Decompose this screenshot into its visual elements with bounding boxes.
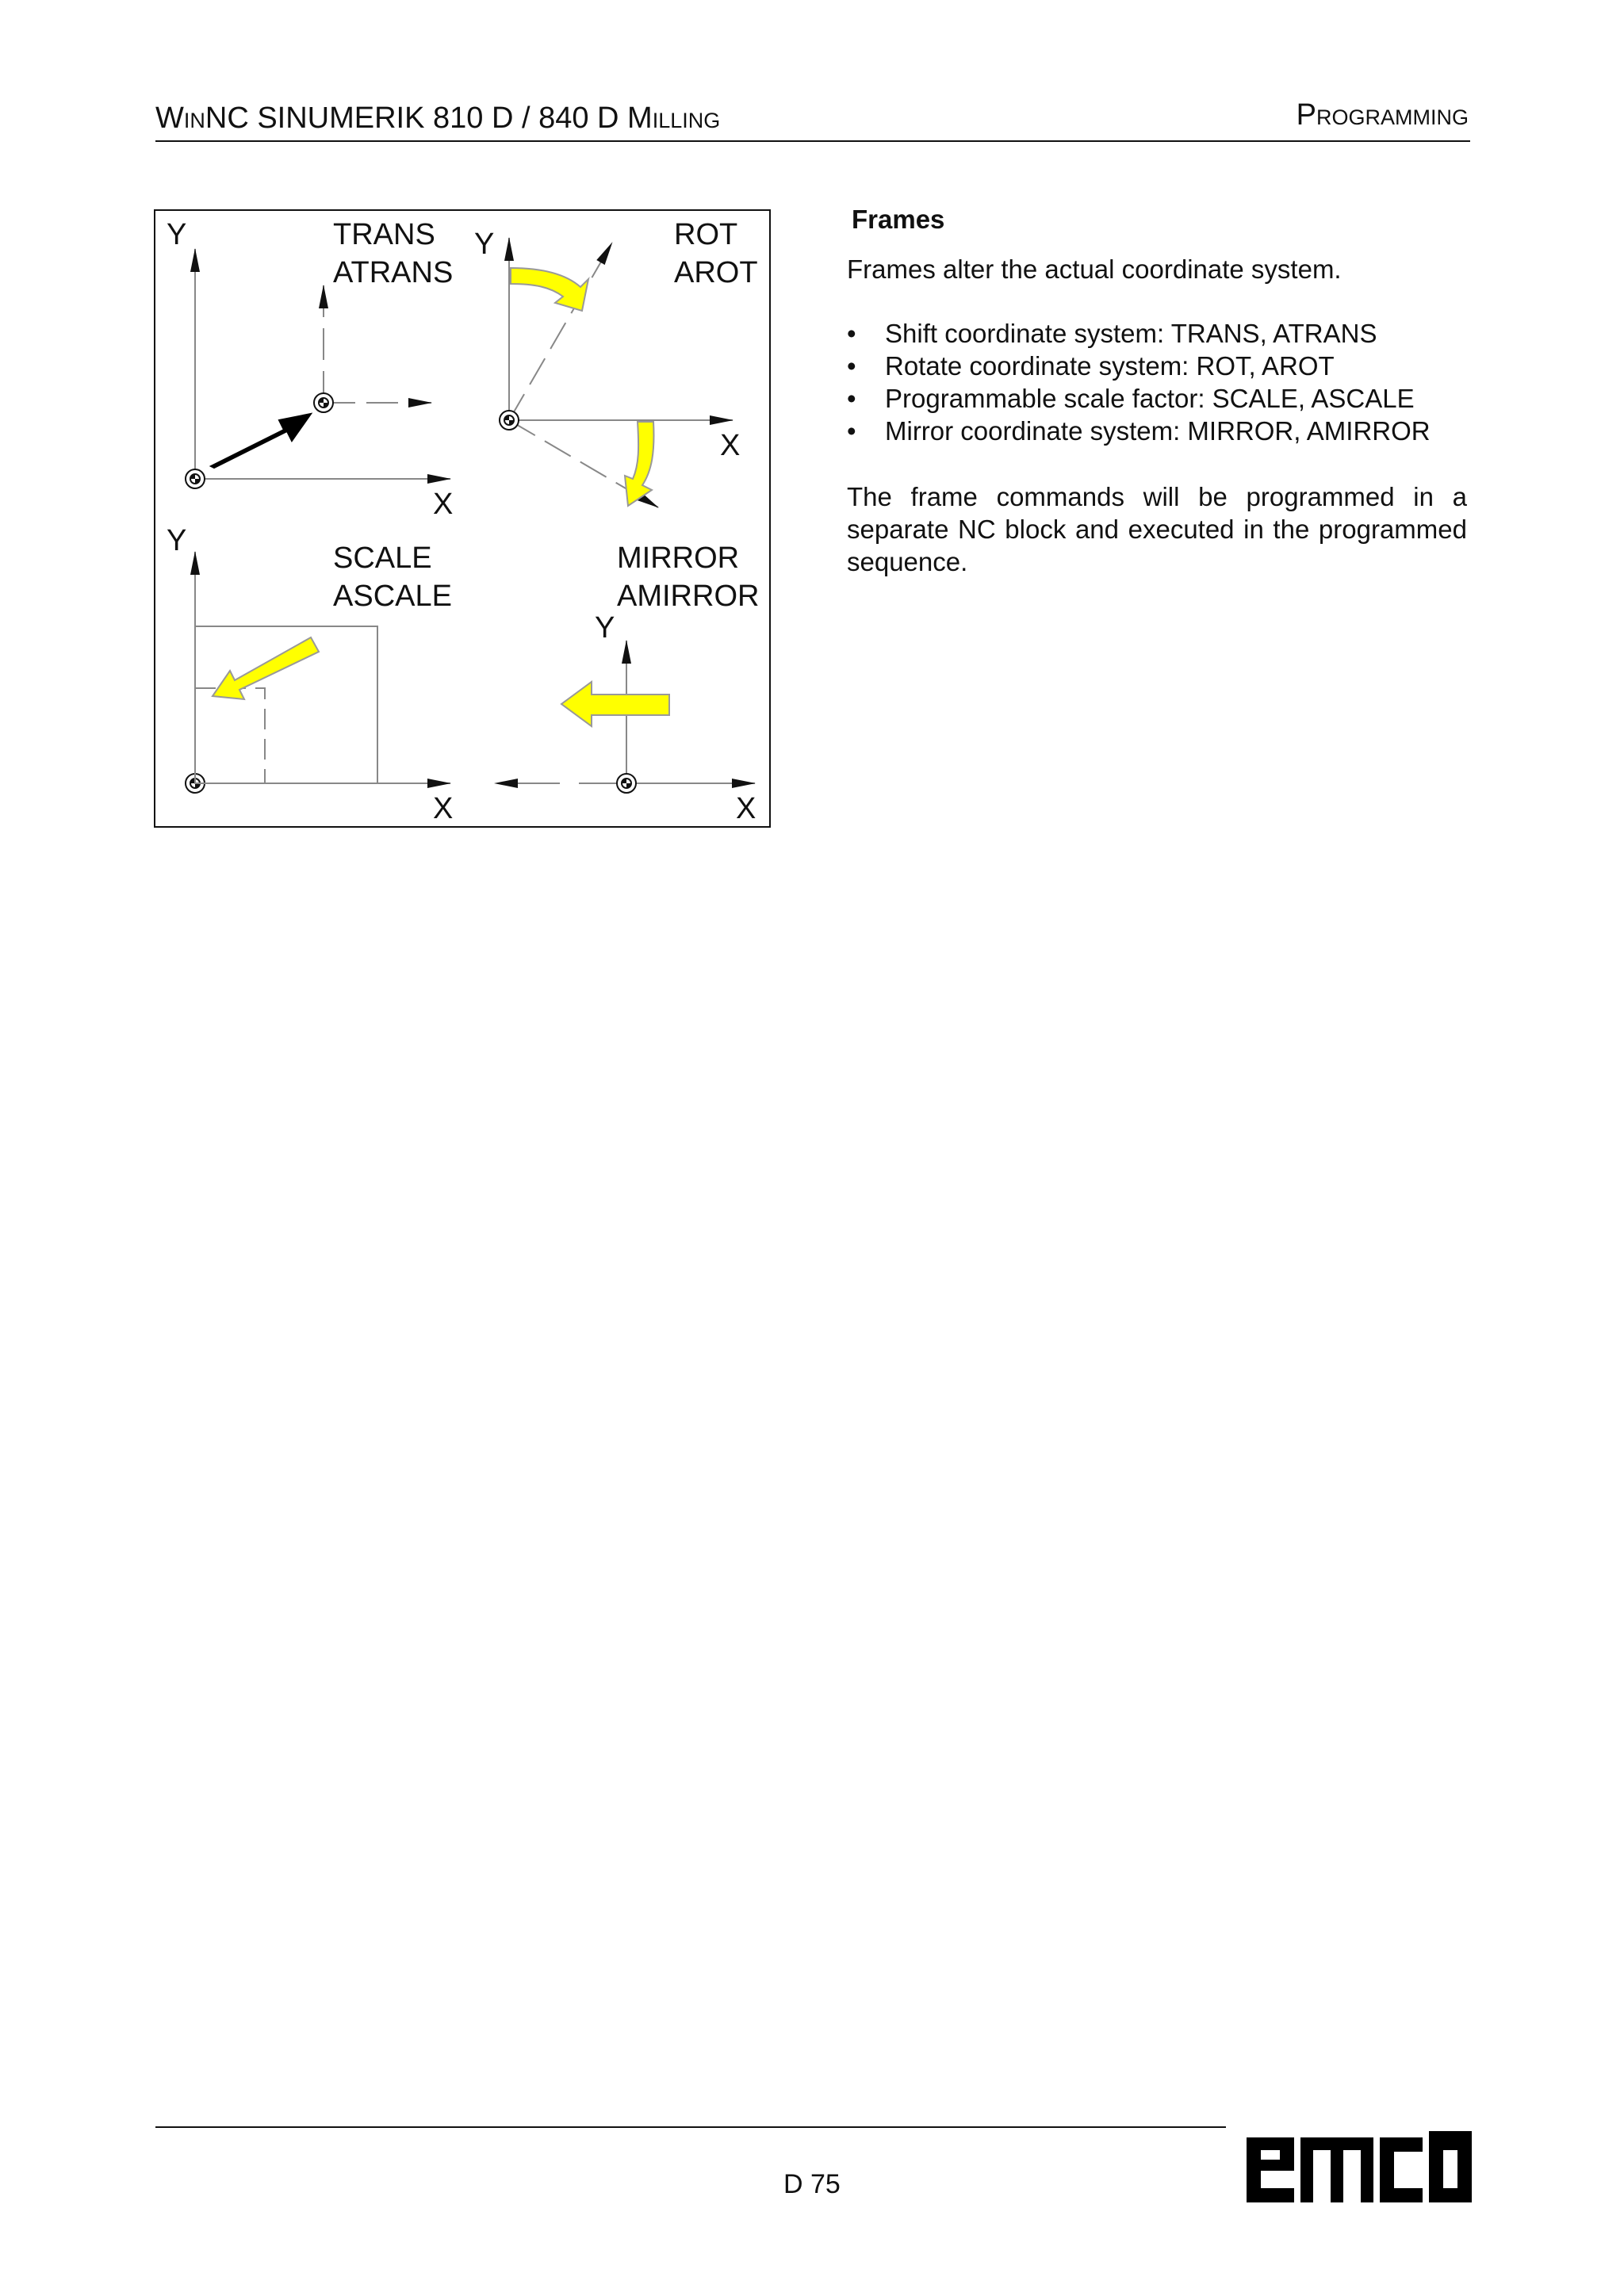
header-title-part-2: IN <box>183 109 205 132</box>
atrans-label: ATRANS <box>333 256 454 289</box>
mirror-y-label: Y <box>595 611 615 645</box>
amirror-label: AMIRROR <box>617 580 760 613</box>
frames-list <box>847 317 1467 447</box>
header-title-part-3: NC SINUMERIK 810 D / 840 D M <box>205 101 653 135</box>
frames-section <box>847 203 1467 578</box>
section-intro: Frames alter the actual coordinate system. <box>847 254 1342 284</box>
scale-label: SCALE <box>333 541 432 575</box>
trans-x-label: X <box>433 488 454 521</box>
rot-x-label: X <box>720 429 741 462</box>
mirror-x-label: X <box>736 792 756 825</box>
header-divider <box>155 140 1470 142</box>
trans-origin-icon <box>186 469 205 488</box>
header-document-title <box>155 101 720 136</box>
trans-shifted-origin-icon <box>314 393 333 412</box>
footer-divider <box>155 2126 1226 2128</box>
list-item-scale: • Programmable scale factor: SCALE, ASCALE <box>847 382 1467 415</box>
header-title-part-1: W <box>155 101 184 135</box>
diagram-frame <box>155 210 770 827</box>
trans-y-label: Y <box>167 218 187 251</box>
emco-logo-icon <box>1247 2131 1472 2204</box>
list-item-mirror: • Mirror coordinate system: MIRROR, AMIRROR <box>847 415 1467 447</box>
header-section-part-1: P <box>1296 98 1316 132</box>
rot-label: ROT <box>674 218 738 251</box>
frames-diagram-svg <box>154 209 771 828</box>
list-item-rot: • Rotate coordinate system: ROT, AROT <box>847 350 1467 382</box>
section-paragraph: The frame commands will be programmed in a separate NC block and executed in the programmed sequence. <box>847 482 1467 576</box>
scale-x-label: X <box>433 792 454 825</box>
arot-label: AROT <box>674 256 758 289</box>
list-item-trans: • Shift coordinate system: TRANS, ATRANS <box>847 317 1467 350</box>
header-section-part-2: ROGRAMMING <box>1316 105 1469 129</box>
mirror-origin-icon <box>617 774 636 793</box>
rot-y-label: Y <box>474 228 495 261</box>
emco-logo <box>1247 2131 1472 2208</box>
scale-y-label: Y <box>167 524 187 557</box>
mirror-label: MIRROR <box>617 541 740 575</box>
ascale-label: ASCALE <box>333 580 452 613</box>
rot-origin-icon <box>500 411 519 430</box>
section-title: Frames <box>852 205 945 234</box>
header-title-part-4: ILLING <box>652 109 721 132</box>
page-number: D 75 <box>783 2169 841 2199</box>
frames-diagram <box>154 209 771 828</box>
trans-label: TRANS <box>333 218 435 251</box>
header-section-title <box>1297 98 1469 132</box>
